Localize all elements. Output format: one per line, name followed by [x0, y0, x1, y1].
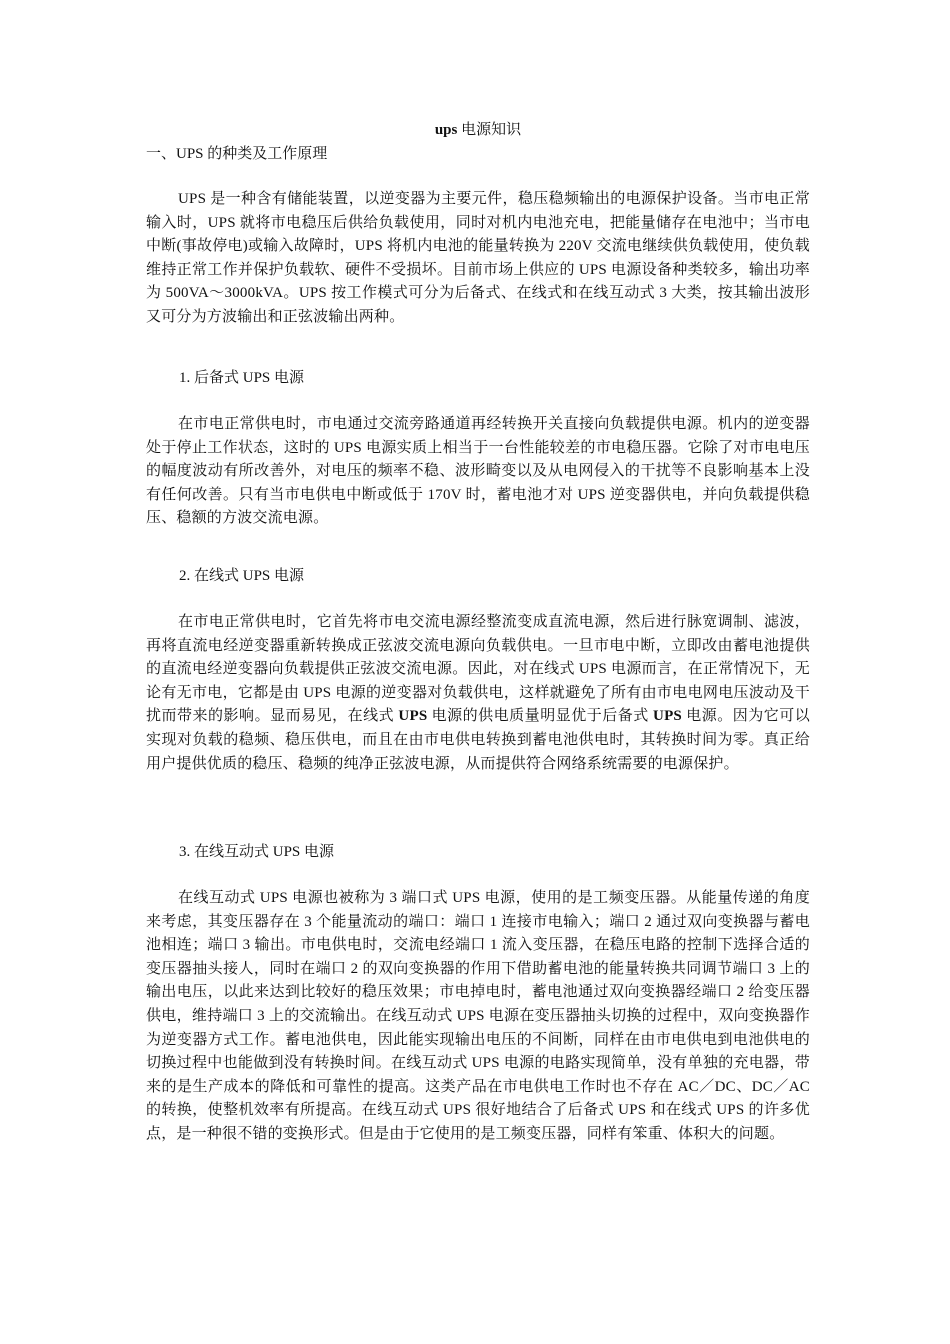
online-ups-bold-2: UPS — [653, 708, 682, 725]
section-heading: 一、UPS 的种类及工作原理 — [146, 146, 328, 162]
document-title-bold: ups — [434, 122, 458, 138]
online-ups-text-a: 在市电正常供电时，它首先将市电交流电源经整流变成直流电源，然后进行脉宽调制、滤波，再将直流电经逆变器重新转换成正弦波交流电源向负载供电。一旦市电中断，立即改由蓄电池提供的直流电经逆变器向负载提供正弦波交流电源。因此，对在线式 UPS 电源而言，在正常情况下，无论有无市电，它都是由 UPS 电源的逆变器对负载供电，这样就避免了所有由市电电网电压波动及干扰而带来的影响。显而易见，在线式 — [146, 614, 810, 725]
online-ups-text-c: 电源。因为它可以实现对负载的稳频、稳压供电，而且在由市电供电转换到蓄电池供电时，其转换时间为零。真正给用户提供优质的稳压、稳频的纯净正弦波电源，从而提供符合网络系统需要的电源保护。 — [146, 708, 810, 772]
online-ups-text-b: 电源的供电质量明显优于后备式 — [427, 708, 654, 725]
subheading-backup-ups: 1. 后备式 UPS 电源 — [179, 370, 305, 386]
paragraph-online-ups — [146, 611, 810, 776]
subheading-line-interactive-ups: 3. 在线互动式 UPS 电源 — [179, 844, 335, 860]
document-title-rest: 电源知识 — [457, 122, 522, 138]
intro-paragraph: UPS 是一种含有储能装置，以逆变器为主要元件，稳压稳频输出的电源保护设备。当市电正常输入时，UPS 就将市电稳压后供给负载使用，同时对机内电池充电，把能量储存在电池中；当市电中断(事故停电)或输入故障时，UPS 将机内电池的能量转换为 220V 交流电继续供负载使用，使负载维持正常工作并保护负载软、硬件不受损坏。目前市场上供应的 UPS 电源设备种类较多，输出功率为 500VA～3000kVA。UPS 按工作模式可分为后备式、在线式和在线互动式 3 大类，按其输出波形又可分为方波输出和正弦波输出两种。 — [146, 191, 810, 325]
paragraph-line-interactive-ups: 在线互动式 UPS 电源也被称为 3 端口式 UPS 电源，使用的是工频变压器。从能量传递的角度来考虑，其变压器存在 3 个能量流动的端口：端口 1 连接市电输入；端口 2 通过双向变换器与蓄电池相连；端口 3 输出。市电供电时，交流电经端口 1 流入变压器，在稳压电路的控制下选择合适的变压器抽头接人，同时在端口 2 的双向变换器的作用下借助蓄电池的能量转换共同调节端口 3 上的输出电压，以此来达到比较好的稳压效果；市电掉电时，蓄电池通过双向变换器经端口 2 给变压器供电，维持端口 3 上的交流输出。在线互动式 UPS 电源在变压器抽头切换的过程中，双向变换器作为逆变器方式工作。蓄电池供电，因此能实现输出电压的不间断，同样在由市电供电到电池供电的切换过程中也能做到没有转换时间。在线互动式 UPS 电源的电路实现简单，没有单独的充电器，带来的是生产成本的降低和可靠性的提高。这类产品在市电供电工作时也不存在 AC／DC、DC／AC 的转换，使整机效率有所提高。在线互动式 UPS 很好地结合了后备式 UPS 和在线式 UPS 的许多优点，是一种很不错的变换形式。但是由于它使用的是工频变压器，同样有笨重、体积大的问题。 — [146, 890, 810, 1142]
subheading-online-ups: 2. 在线式 UPS 电源 — [179, 568, 305, 584]
online-ups-bold-1: UPS — [398, 708, 428, 725]
paragraph-backup-ups: 在市电正常供电时，市电通过交流旁路通道再经转换开关直接向负载提供电源。机内的逆变器处于停止工作状态，这时的 UPS 电源实质上相当于一台性能较差的市电稳压器。它除了对市电电压的幅度波动有所改善外，对电压的频率不稳、波形畸变以及从电网侵入的干扰等不良影响基本上没有任何改善。只有当市电供电中断或低于 170V 时，蓄电池才对 UPS 逆变器供电，并向负载提供稳压、稳额的方波交流电源。 — [146, 416, 810, 527]
document-title — [146, 120, 810, 140]
